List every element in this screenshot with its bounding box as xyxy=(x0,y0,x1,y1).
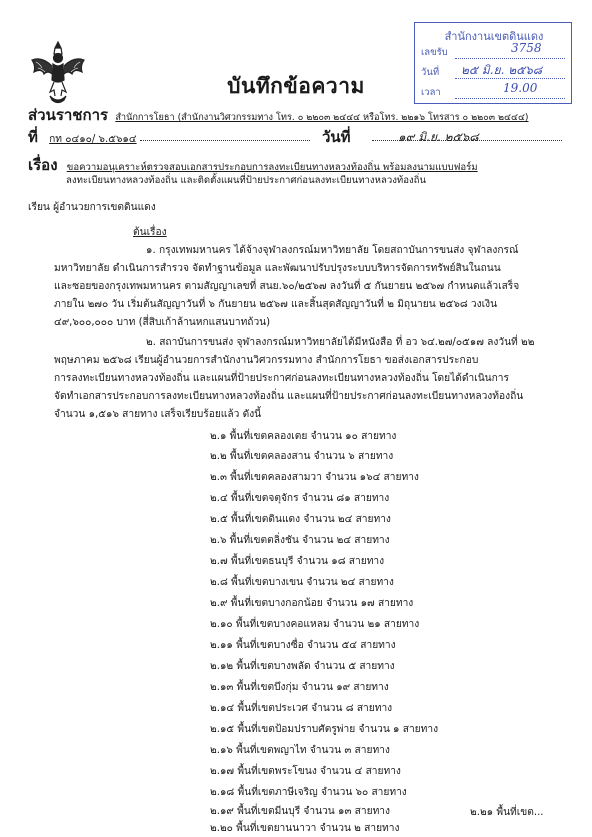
p1-line: และซอยของกรุงเทพมหานคร ตามสัญญาเลขที่ สนย.๖๐/๒๕๖๗ ลงวันที่ ๕ กันยายน ๒๕๖๗ กำหนดแล้วเสร็จ xyxy=(54,281,520,292)
list-item: ๒.๖ พื้นที่เขตตลิ่งชัน จำนวน ๒๔ สายทาง xyxy=(210,535,390,546)
date-value: ๑๙ มิ.ย. ๒๕๖๘ xyxy=(398,130,479,144)
number-label: ที่ xyxy=(28,128,38,146)
list-item: ๒.๑๗ พื้นที่เขตพระโขนง จำนวน ๔ สายทาง xyxy=(210,766,401,777)
agency-line xyxy=(28,103,529,127)
p2-line: ๒. สถาบันการขนส่ง จุฬาลงกรณ์มหาวิทยาลัยได้มีหนังสือ ที่ อว ๖๔.๒๗/๐๕๑๗ ลงวันที่ ๒๒ xyxy=(146,337,535,348)
stamp-date-value: ๒๕ มิ.ย. ๒๕๖๘ xyxy=(461,63,543,77)
date-label: วันที่ xyxy=(322,128,351,146)
list-item: ๒.๘ พื้นที่เขตบางเขน จำนวน ๒๔ สายทาง xyxy=(210,577,394,588)
list-item: ๒.๗ พื้นที่เขตธนบุรี จำนวน ๑๘ สายทาง xyxy=(210,556,385,567)
list-item: ๒.๑ พื้นที่เขตคลองเตย จำนวน ๑๐ สายทาง xyxy=(210,431,397,442)
number-value: กท ๐๔๑๐/ ๖.๕๖๑๔ xyxy=(49,134,137,145)
list-item: ๒.๑๓ พื้นที่เขตบึงกุ่ม จำนวน ๑๙ สายทาง xyxy=(210,682,389,693)
list-item: ๒.๑๐ พื้นที่เขตบางคอแหลม จำนวน ๒๑ สายทาง xyxy=(210,619,420,630)
stamp-org: สำนักงานเขตดินแดง xyxy=(444,30,544,43)
list-item: ๒.๑๑ พื้นที่เขตบางซื่อ จำนวน ๕๔ สายทาง xyxy=(210,640,396,651)
stamp-received-value: 3758 xyxy=(511,41,542,55)
p1-line: มหาวิทยาลัย ดำเนินการสำรวจ จัดทำฐานข้อมูล และพัฒนาปรับปรุงระบบบริหารจัดการทรัพย์สินในถนน xyxy=(54,263,501,274)
list-item: ๒.๔ พื้นที่เขตจตุจักร จำนวน ๘๑ สายทาง xyxy=(210,493,390,504)
agency-label: ส่วนราชการ xyxy=(28,106,109,124)
list-item: ๒.๑๒ พื้นที่เขตบางพลัด จำนวน ๕ สายทาง xyxy=(210,661,395,672)
p2-line: จัดทำเอกสารประกอบการลงทะเบียนทางหลวงท้องถิ่น และแผนที่ป้ายประกาศก่อนลงทะเบียนทางหลวงท้องถิ่น xyxy=(54,391,524,402)
list-item: ๒.๑๙ พื้นที่เขตมีนบุรี จำนวน ๑๓ สายทาง xyxy=(210,806,390,817)
list-item: ๒.๑๖ พื้นที่เขตพญาไท จำนวน ๓ สายทาง xyxy=(210,745,390,756)
p2-line: การลงทะเบียนทางหลวงท้องถิ่น และแผนที่ป้ายประกาศก่อนลงทะเบียนทางหลวงท้องถิ่น โดยได้ดำเนินการ xyxy=(54,373,509,384)
p1-line: ๔๙,๖๐๐,๐๐๐ บาท (สี่สิบเก้าล้านหกแสนบาทถ้วน) xyxy=(54,317,271,328)
stamp-time-value: 19.00 xyxy=(503,81,538,95)
subject-value-1: ขอความอนุเคราะห์ตรวจสอบเอกสารประกอบการลงทะเบียนทางหลวงท้องถิ่น พร้อมลงนามแบบฟอร์ม xyxy=(66,162,478,173)
p2-line: จำนวน ๑,๕๑๖ สายทาง เสร็จเรียบร้อยแล้ว ดังนี้ xyxy=(54,409,262,420)
stamp-received-label: เลขรับ xyxy=(421,47,448,58)
p1-line: ๑. กรุงเทพมหานคร ได้จ้างจุฬาลงกรณ์มหาวิทยาลัย โดยสถาบันการขนส่ง จุฬาลงกรณ์ xyxy=(146,245,519,256)
list-item: ๒.๑๕ พื้นที่เขตป้อมปราบศัตรูพ่าย จำนวน ๑ สายทาง xyxy=(210,724,439,735)
p2-line: พฤษภาคม ๒๕๖๘ เรียนผู้อำนวยการสำนักงานวิศวกรรมทาง สำนักการโยธา ขอส่งเอกสารประกอบ xyxy=(54,355,479,366)
date-line xyxy=(322,125,351,149)
list-item: ๒.๕ พื้นที่เขตดินแดง จำนวน ๒๔ สายทาง xyxy=(210,514,391,525)
list-item: ๒.๑๘ พื้นที่เขตภาษีเจริญ จำนวน ๖๐ สายทาง xyxy=(210,787,407,798)
number-line xyxy=(28,125,137,149)
memo-title: บันทึกข้อความ xyxy=(227,74,365,98)
list-item: ๒.๒๐ พื้นที่เขตยานนาวา จำนวน ๒ สายทาง xyxy=(210,823,400,834)
list-item: ๒.๙ พื้นที่เขตบางกอกน้อย จำนวน ๑๗ สายทาง xyxy=(210,598,414,609)
subject-value-2: ลงทะเบียนทางหลวงท้องถิ่น และติดตั้งแผนที่ป้ายประกาศก่อนลงทะเบียนทางหลวงท้องถิ่น xyxy=(66,175,427,186)
p1-line: ภายใน ๒๗๐ วัน เริ่มต้นสัญญาวันที่ ๖ กันยายน ๒๕๖๗ และสิ้นสุดสัญญาวันที่ ๒ มิถุนายน ๒๕๖๘ วงเงิน xyxy=(54,299,498,310)
agency-value: สำนักการโยธา (สำนักงานวิศวกรรมทาง โทร. ๐ ๒๒๐๓ ๒๔๔๔ หรือโทร. ๒๒๑๖ โทรสาร ๐ ๒๒๐๓ ๒๔๔๔) xyxy=(115,112,529,123)
list-item: ๒.๑๔ พื้นที่เขตประเวศ จำนวน ๘ สายทาง xyxy=(210,703,393,714)
subject-label: เรื่อง xyxy=(28,156,58,174)
list-item: ๒.๓ พื้นที่เขตคลองสามวา จำนวน ๑๖๔ สายทาง xyxy=(210,472,419,483)
stamp-date-label: วันที่ xyxy=(421,67,440,78)
continuation-text: ๒.๒๑ พื้นที่เขต... xyxy=(470,807,544,818)
salutation: เรียน ผู้อำนวยการเขตดินแดง xyxy=(28,202,156,213)
list-item: ๒.๒ พื้นที่เขตคลองสาน จำนวน ๖ สายทาง xyxy=(210,451,394,462)
stamp-time-label: เวลา xyxy=(421,87,441,98)
origin-heading: ต้นเรื่อง xyxy=(133,227,167,238)
